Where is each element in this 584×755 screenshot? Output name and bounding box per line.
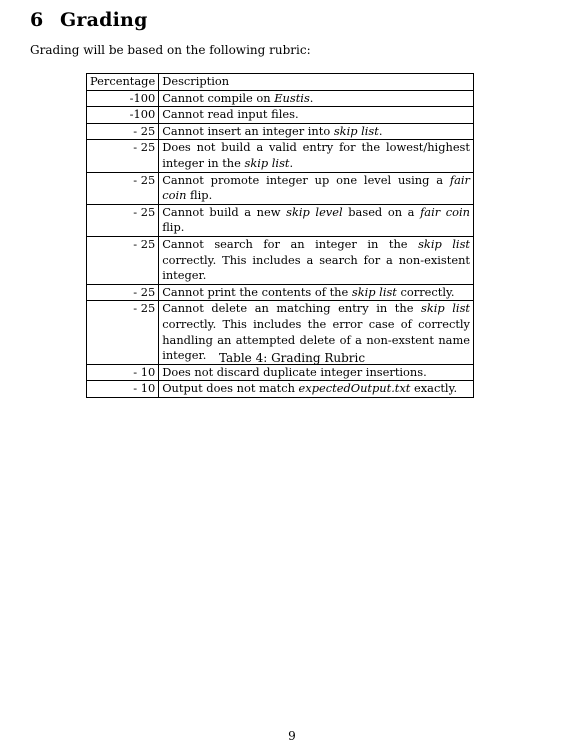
percentage-cell: - 25	[87, 123, 159, 140]
description-cell	[159, 172, 474, 204]
description-cell	[159, 140, 474, 172]
emphasized-term: skip list	[244, 155, 290, 170]
section-title: Grading	[60, 9, 148, 31]
description-cell	[159, 123, 474, 140]
percentage-cell: -100	[87, 90, 159, 107]
table-row	[87, 284, 474, 301]
emphasized-term: Eustis	[274, 90, 310, 105]
description-cell	[159, 107, 474, 124]
section-number: 6	[30, 9, 44, 31]
table-row	[87, 140, 474, 172]
table-header-row	[87, 74, 474, 91]
description-text: Cannot compile on	[162, 90, 275, 105]
description-cell	[159, 381, 474, 398]
percentage-cell: - 25	[87, 172, 159, 204]
table-row	[87, 107, 474, 124]
header-description: Description	[159, 74, 474, 91]
description-text: Output does not match	[162, 381, 299, 396]
description-text: Cannot search for an integer in the	[162, 236, 419, 251]
table-row	[87, 381, 474, 398]
intro-paragraph: Grading will be based on the following rubric:	[30, 43, 311, 57]
grading-rubric-table	[86, 73, 474, 398]
table-row	[87, 172, 474, 204]
emphasized-term: fair coin	[162, 172, 470, 203]
description-text: Cannot read input files.	[162, 107, 299, 122]
description-text: flip.	[162, 220, 185, 235]
description-text: Cannot promote integer up one level using a	[162, 172, 450, 187]
description-text: Does not build a valid entry for the lowest/highest integer in the	[162, 140, 470, 170]
description-cell	[159, 236, 474, 284]
emphasized-term: fair coin	[420, 204, 471, 219]
description-text: exactly.	[410, 381, 458, 396]
percentage-cell: - 10	[87, 381, 159, 398]
percentage-cell: - 25	[87, 236, 159, 284]
description-text: .	[309, 90, 314, 105]
emphasized-term: skip list	[333, 123, 379, 138]
percentage-cell: -100	[87, 107, 159, 124]
emphasized-term: skip list	[351, 284, 397, 299]
emphasized-term: skip list	[421, 301, 470, 316]
description-cell	[159, 284, 474, 301]
percentage-cell: - 25	[87, 301, 159, 364]
description-text: Cannot build a new	[162, 204, 287, 219]
table-caption: Table 4: Grading Rubric	[218, 351, 366, 365]
percentage-cell: - 10	[87, 364, 159, 381]
description-text: correctly.	[396, 284, 455, 299]
header-percentage: Percentage	[87, 74, 159, 91]
emphasized-term: expectedOutput.txt	[298, 381, 411, 396]
page-number: 9	[288, 729, 296, 743]
description-text: Cannot insert an integer into	[162, 123, 334, 138]
section-heading	[30, 9, 148, 31]
table-row	[87, 236, 474, 284]
description-cell	[159, 90, 474, 107]
emphasized-term: skip level	[286, 204, 343, 219]
description-text: Cannot delete an matching entry in the	[162, 301, 422, 316]
description-text: based on a	[342, 204, 421, 219]
description-text: correctly. This includes a search for a non-existent integer.	[162, 252, 470, 283]
table-row	[87, 90, 474, 107]
description-text: Does not discard duplicate integer insertions.	[162, 364, 427, 379]
description-text: .	[378, 123, 383, 138]
description-text: correctly. This includes the error case of correctly handling an attempted delete of a non-exstent name integer.	[162, 316, 470, 363]
percentage-cell: - 25	[87, 140, 159, 172]
table-row	[87, 204, 474, 236]
emphasized-term: skip list	[418, 236, 470, 251]
description-cell	[159, 364, 474, 381]
table-row	[87, 123, 474, 140]
description-text: flip.	[186, 188, 213, 203]
percentage-cell: - 25	[87, 284, 159, 301]
description-text: Cannot print the contents of the	[162, 284, 352, 299]
description-cell	[159, 204, 474, 236]
description-text: .	[289, 155, 294, 170]
table-row	[87, 364, 474, 381]
percentage-cell: - 25	[87, 204, 159, 236]
